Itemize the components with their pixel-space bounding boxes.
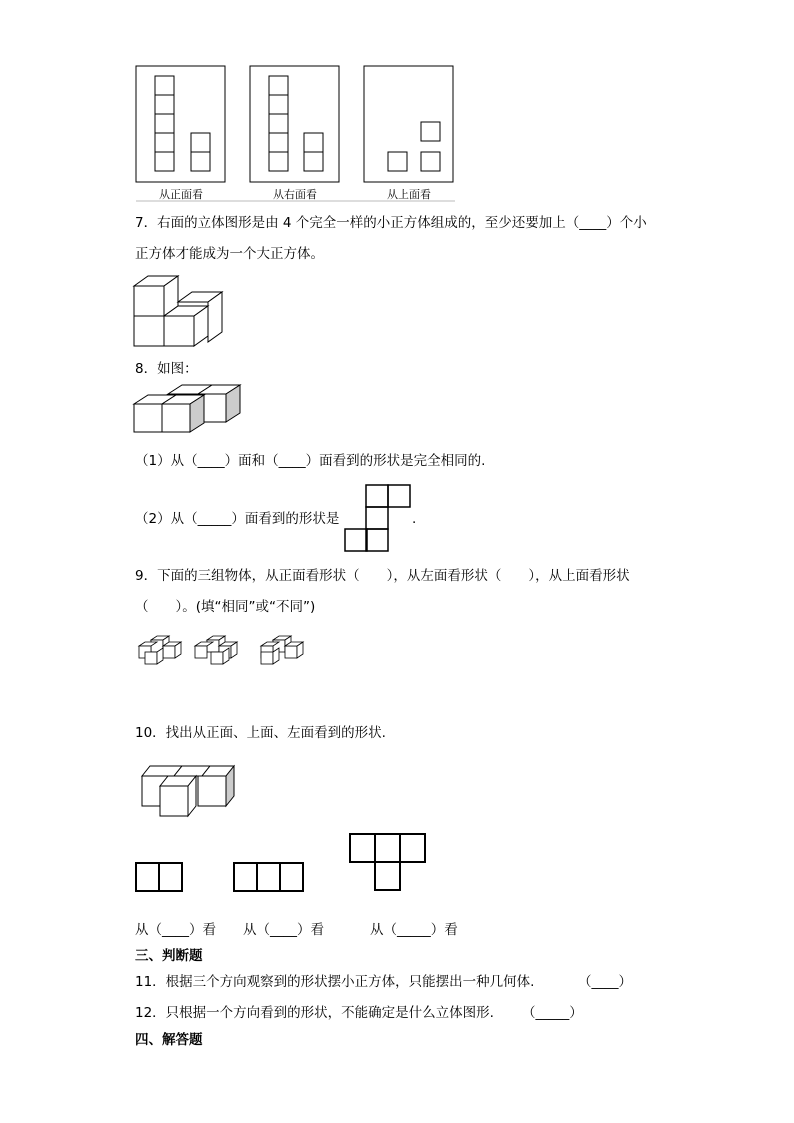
q7-line1: 7．右面的立体图形是由 4 个完全一样的小正方体组成的，至少还要加上（____）个小: [135, 215, 647, 231]
q8-part2-before: （2）从（_____）面看到的形状是: [135, 511, 340, 527]
q10-view-shapes: [134, 830, 434, 894]
q8-part1: （1）从（____）面和（____）面看到的形状是完全相同的.: [135, 453, 486, 469]
q8-shape-figure: [344, 484, 417, 554]
q10-title: 10．找出从正面、上面、左面看到的形状.: [135, 725, 386, 741]
panel-label-top: 从上面看: [387, 188, 431, 201]
q9-line1: 9．下面的三组物体，从正面看形状（ ），从左面看形状（ ），从上面看形状: [135, 568, 630, 584]
q8-cube-figure: [130, 382, 250, 446]
q11-text: 11．根据三个方向观察到的形状摆小正方体，只能摆出一种几何体.: [135, 974, 535, 990]
q9-objects-figure: [135, 632, 325, 668]
q12-blank: （_____）: [522, 1005, 583, 1021]
panel-front-squares: [155, 76, 210, 171]
q12-text: 12．只根据一个方向看到的形状，不能确定是什么立体图形.: [135, 1005, 494, 1021]
section-3-title: 三、判断题: [135, 948, 203, 964]
q8-title: 8．如图：: [135, 361, 198, 377]
panel-right-frame: [250, 66, 339, 182]
q10-answer-3: 从（_____）看: [370, 922, 458, 938]
panel-front-frame: [136, 66, 225, 182]
q7-line2: 正方体才能成为一个大正方体。: [135, 246, 324, 262]
panel-right-squares: [269, 76, 323, 171]
panel-label-right: 从右面看: [273, 188, 317, 201]
q7-cube-figure: [130, 272, 230, 352]
section-4-title: 四、解答题: [135, 1032, 203, 1048]
q10-answer-1: 从（____）看: [135, 922, 216, 938]
panel-top-squares: [388, 122, 440, 171]
q8-part2-after: .: [412, 511, 417, 527]
q9-line2: （ ）。(填“相同”或“不同”): [135, 599, 316, 615]
q10-answer-2: 从（____）看: [243, 922, 324, 938]
view-panels-figure: [0, 0, 794, 210]
q11-blank: （____）: [578, 974, 632, 990]
q10-cube-figure: [138, 762, 238, 822]
panel-label-front: 从正面看: [159, 188, 203, 201]
